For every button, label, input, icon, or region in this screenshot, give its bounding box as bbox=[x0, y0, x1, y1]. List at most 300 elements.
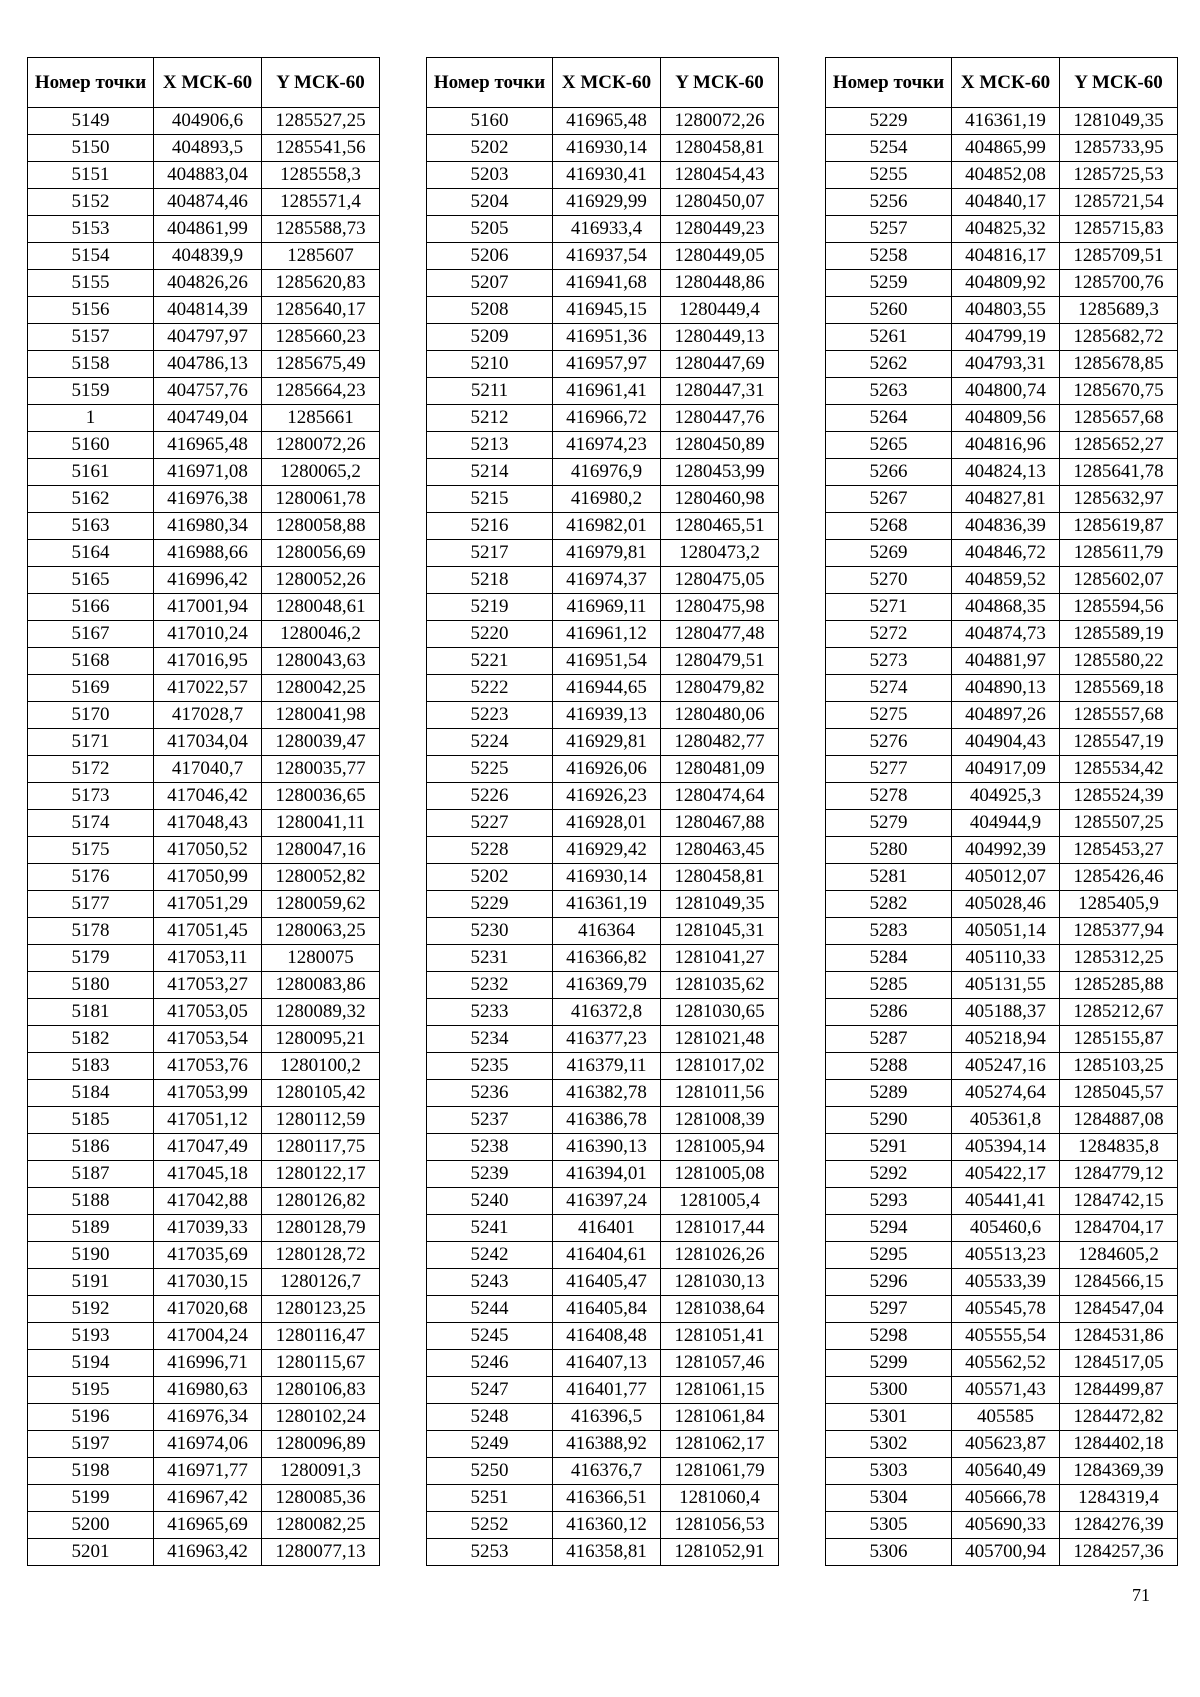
x-coordinate-cell: 404816,17 bbox=[952, 243, 1060, 270]
y-coordinate-cell: 1284742,15 bbox=[1060, 1188, 1178, 1215]
table-row bbox=[28, 216, 380, 243]
x-coordinate-cell: 405188,37 bbox=[952, 999, 1060, 1026]
x-coordinate-cell: 416386,78 bbox=[553, 1107, 661, 1134]
x-coordinate-cell: 417051,12 bbox=[154, 1107, 262, 1134]
point-number-cell: 5263 bbox=[826, 378, 952, 405]
table-row bbox=[28, 1107, 380, 1134]
x-coordinate-cell: 404852,08 bbox=[952, 162, 1060, 189]
x-coordinate-cell: 404786,13 bbox=[154, 351, 262, 378]
x-coordinate-cell: 405110,33 bbox=[952, 945, 1060, 972]
table-row bbox=[826, 135, 1178, 162]
y-coordinate-cell: 1285709,51 bbox=[1060, 243, 1178, 270]
point-number-cell: 5199 bbox=[28, 1485, 154, 1512]
table-row bbox=[826, 945, 1178, 972]
y-coordinate-cell: 1284276,39 bbox=[1060, 1512, 1178, 1539]
x-coordinate-cell: 417001,94 bbox=[154, 594, 262, 621]
y-coordinate-cell: 1284779,12 bbox=[1060, 1161, 1178, 1188]
point-number-cell: 5167 bbox=[28, 621, 154, 648]
y-coordinate-cell: 1280115,67 bbox=[262, 1350, 380, 1377]
coordinate-table-3 bbox=[825, 57, 1178, 1566]
y-coordinate-cell: 1285405,9 bbox=[1060, 891, 1178, 918]
point-number-cell: 5159 bbox=[28, 378, 154, 405]
point-number-cell: 5295 bbox=[826, 1242, 952, 1269]
y-coordinate-cell: 1285588,73 bbox=[262, 216, 380, 243]
table-row bbox=[427, 837, 779, 864]
point-number-cell: 5151 bbox=[28, 162, 154, 189]
x-coordinate-cell: 416928,01 bbox=[553, 810, 661, 837]
point-number-cell: 5255 bbox=[826, 162, 952, 189]
point-number-cell: 5229 bbox=[427, 891, 553, 918]
x-coordinate-cell: 416961,41 bbox=[553, 378, 661, 405]
x-coordinate-cell: 417050,99 bbox=[154, 864, 262, 891]
x-coordinate-cell: 404861,99 bbox=[154, 216, 262, 243]
table-row bbox=[826, 270, 1178, 297]
y-coordinate-cell: 1280047,16 bbox=[262, 837, 380, 864]
y-coordinate-cell: 1285670,75 bbox=[1060, 378, 1178, 405]
point-number-cell: 5227 bbox=[427, 810, 553, 837]
table-row bbox=[427, 1377, 779, 1404]
y-coordinate-cell: 1280052,26 bbox=[262, 567, 380, 594]
table-row bbox=[28, 648, 380, 675]
x-coordinate-cell: 416930,14 bbox=[553, 864, 661, 891]
y-coordinate-cell: 1280450,07 bbox=[661, 189, 779, 216]
point-number-cell: 5245 bbox=[427, 1323, 553, 1350]
point-number-cell: 5237 bbox=[427, 1107, 553, 1134]
y-coordinate-cell: 1285285,88 bbox=[1060, 972, 1178, 999]
x-coordinate-cell: 417016,95 bbox=[154, 648, 262, 675]
y-coordinate-cell: 1280052,82 bbox=[262, 864, 380, 891]
x-coordinate-cell: 416976,38 bbox=[154, 486, 262, 513]
x-coordinate-cell: 416926,23 bbox=[553, 783, 661, 810]
y-coordinate-cell: 1285534,42 bbox=[1060, 756, 1178, 783]
point-number-cell: 5261 bbox=[826, 324, 952, 351]
point-number-cell: 5203 bbox=[427, 162, 553, 189]
y-coordinate-cell: 1284887,08 bbox=[1060, 1107, 1178, 1134]
point-number-cell: 5190 bbox=[28, 1242, 154, 1269]
point-number-cell: 5149 bbox=[28, 108, 154, 135]
x-coordinate-cell: 416980,63 bbox=[154, 1377, 262, 1404]
x-coordinate-cell: 405028,46 bbox=[952, 891, 1060, 918]
table-row bbox=[826, 648, 1178, 675]
table-row bbox=[826, 1350, 1178, 1377]
table-row bbox=[826, 540, 1178, 567]
table-row bbox=[427, 1512, 779, 1539]
table-row bbox=[427, 999, 779, 1026]
x-coordinate-cell: 404825,32 bbox=[952, 216, 1060, 243]
point-number-cell: 5200 bbox=[28, 1512, 154, 1539]
table-row bbox=[28, 1431, 380, 1458]
table-row bbox=[427, 243, 779, 270]
y-coordinate-cell: 1280479,82 bbox=[661, 675, 779, 702]
point-number-cell: 5193 bbox=[28, 1323, 154, 1350]
y-coordinate-cell: 1280105,42 bbox=[262, 1080, 380, 1107]
x-coordinate-cell: 405361,8 bbox=[952, 1107, 1060, 1134]
table-row bbox=[826, 702, 1178, 729]
table-row bbox=[427, 702, 779, 729]
y-coordinate-cell: 1285640,17 bbox=[262, 297, 380, 324]
x-coordinate-cell: 417035,69 bbox=[154, 1242, 262, 1269]
header-point-number: Номер точки bbox=[826, 58, 952, 108]
y-coordinate-cell: 1280058,88 bbox=[262, 513, 380, 540]
x-coordinate-cell: 404906,6 bbox=[154, 108, 262, 135]
table-row bbox=[427, 729, 779, 756]
point-number-cell: 5155 bbox=[28, 270, 154, 297]
table-row bbox=[28, 459, 380, 486]
x-coordinate-cell: 405131,55 bbox=[952, 972, 1060, 999]
point-number-cell: 5218 bbox=[427, 567, 553, 594]
point-number-cell: 5185 bbox=[28, 1107, 154, 1134]
table-row bbox=[28, 1539, 380, 1566]
y-coordinate-cell: 1281026,26 bbox=[661, 1242, 779, 1269]
point-number-cell: 5281 bbox=[826, 864, 952, 891]
x-coordinate-cell: 416396,5 bbox=[553, 1404, 661, 1431]
point-number-cell: 5228 bbox=[427, 837, 553, 864]
point-number-cell: 5214 bbox=[427, 459, 553, 486]
point-number-cell: 5279 bbox=[826, 810, 952, 837]
point-number-cell: 5296 bbox=[826, 1269, 952, 1296]
table-row bbox=[427, 1431, 779, 1458]
y-coordinate-cell: 1280447,69 bbox=[661, 351, 779, 378]
table-row bbox=[826, 675, 1178, 702]
x-coordinate-cell: 404890,13 bbox=[952, 675, 1060, 702]
y-coordinate-cell: 1280082,25 bbox=[262, 1512, 380, 1539]
point-number-cell: 5276 bbox=[826, 729, 952, 756]
x-coordinate-cell: 416397,24 bbox=[553, 1188, 661, 1215]
y-coordinate-cell: 1284566,15 bbox=[1060, 1269, 1178, 1296]
y-coordinate-cell: 1280481,09 bbox=[661, 756, 779, 783]
table-row bbox=[28, 486, 380, 513]
x-coordinate-cell: 416930,14 bbox=[553, 135, 661, 162]
table-row bbox=[28, 108, 380, 135]
point-number-cell: 5207 bbox=[427, 270, 553, 297]
y-coordinate-cell: 1281041,27 bbox=[661, 945, 779, 972]
table-row bbox=[427, 945, 779, 972]
table-row bbox=[28, 324, 380, 351]
table-row bbox=[826, 1323, 1178, 1350]
x-coordinate-cell: 404883,04 bbox=[154, 162, 262, 189]
x-coordinate-cell: 416971,08 bbox=[154, 459, 262, 486]
point-number-cell: 5274 bbox=[826, 675, 952, 702]
point-number-cell: 5160 bbox=[28, 432, 154, 459]
x-coordinate-cell: 416980,2 bbox=[553, 486, 661, 513]
header-x-coordinate: X МСК-60 bbox=[553, 58, 661, 108]
y-coordinate-cell: 1280112,59 bbox=[262, 1107, 380, 1134]
x-coordinate-cell: 404874,73 bbox=[952, 621, 1060, 648]
point-number-cell: 5301 bbox=[826, 1404, 952, 1431]
point-number-cell: 5179 bbox=[28, 945, 154, 972]
table-row bbox=[28, 1377, 380, 1404]
x-coordinate-cell: 416401,77 bbox=[553, 1377, 661, 1404]
table-row bbox=[826, 216, 1178, 243]
x-coordinate-cell: 404757,76 bbox=[154, 378, 262, 405]
table-row bbox=[427, 162, 779, 189]
x-coordinate-cell: 416376,7 bbox=[553, 1458, 661, 1485]
y-coordinate-cell: 1285660,23 bbox=[262, 324, 380, 351]
y-coordinate-cell: 1280095,21 bbox=[262, 1026, 380, 1053]
x-coordinate-cell: 416377,23 bbox=[553, 1026, 661, 1053]
x-coordinate-cell: 416929,99 bbox=[553, 189, 661, 216]
table-row bbox=[427, 378, 779, 405]
point-number-cell: 1 bbox=[28, 405, 154, 432]
point-number-cell: 5202 bbox=[427, 135, 553, 162]
x-coordinate-cell: 405441,41 bbox=[952, 1188, 1060, 1215]
x-coordinate-cell: 404840,17 bbox=[952, 189, 1060, 216]
x-coordinate-cell: 417045,18 bbox=[154, 1161, 262, 1188]
y-coordinate-cell: 1280482,77 bbox=[661, 729, 779, 756]
y-coordinate-cell: 1285312,25 bbox=[1060, 945, 1178, 972]
y-coordinate-cell: 1285558,3 bbox=[262, 162, 380, 189]
y-coordinate-cell: 1285675,49 bbox=[262, 351, 380, 378]
x-coordinate-cell: 416976,34 bbox=[154, 1404, 262, 1431]
header-point-number: Номер точки bbox=[28, 58, 154, 108]
x-coordinate-cell: 405623,87 bbox=[952, 1431, 1060, 1458]
table-row bbox=[826, 1080, 1178, 1107]
point-number-cell: 5292 bbox=[826, 1161, 952, 1188]
point-number-cell: 5223 bbox=[427, 702, 553, 729]
y-coordinate-cell: 1285619,87 bbox=[1060, 513, 1178, 540]
x-coordinate-cell: 417053,54 bbox=[154, 1026, 262, 1053]
x-coordinate-cell: 416366,82 bbox=[553, 945, 661, 972]
table-row bbox=[826, 1134, 1178, 1161]
table-row bbox=[826, 567, 1178, 594]
point-number-cell: 5303 bbox=[826, 1458, 952, 1485]
x-coordinate-cell: 416957,97 bbox=[553, 351, 661, 378]
y-coordinate-cell: 1285524,39 bbox=[1060, 783, 1178, 810]
y-coordinate-cell: 1285689,3 bbox=[1060, 297, 1178, 324]
y-coordinate-cell: 1280041,11 bbox=[262, 810, 380, 837]
table-row bbox=[28, 243, 380, 270]
y-coordinate-cell: 1281017,02 bbox=[661, 1053, 779, 1080]
table-row bbox=[427, 1134, 779, 1161]
y-coordinate-cell: 1285715,83 bbox=[1060, 216, 1178, 243]
table-row bbox=[826, 756, 1178, 783]
x-coordinate-cell: 404925,3 bbox=[952, 783, 1060, 810]
x-coordinate-cell: 416967,42 bbox=[154, 1485, 262, 1512]
point-number-cell: 5171 bbox=[28, 729, 154, 756]
header-y-coordinate: Y МСК-60 bbox=[1060, 58, 1178, 108]
x-coordinate-cell: 417053,11 bbox=[154, 945, 262, 972]
x-coordinate-cell: 416405,47 bbox=[553, 1269, 661, 1296]
point-number-cell: 5299 bbox=[826, 1350, 952, 1377]
point-number-cell: 5181 bbox=[28, 999, 154, 1026]
x-coordinate-cell: 404917,09 bbox=[952, 756, 1060, 783]
point-number-cell: 5264 bbox=[826, 405, 952, 432]
y-coordinate-cell: 1281021,48 bbox=[661, 1026, 779, 1053]
x-coordinate-cell: 416366,51 bbox=[553, 1485, 661, 1512]
y-coordinate-cell: 1280072,26 bbox=[262, 432, 380, 459]
y-coordinate-cell: 1280059,62 bbox=[262, 891, 380, 918]
point-number-cell: 5168 bbox=[28, 648, 154, 675]
table-row bbox=[427, 1080, 779, 1107]
table-row bbox=[826, 1431, 1178, 1458]
y-coordinate-cell: 1281062,17 bbox=[661, 1431, 779, 1458]
table-row bbox=[826, 1107, 1178, 1134]
point-number-cell: 5288 bbox=[826, 1053, 952, 1080]
table-row bbox=[28, 1458, 380, 1485]
y-coordinate-cell: 1280100,2 bbox=[262, 1053, 380, 1080]
x-coordinate-cell: 417039,33 bbox=[154, 1215, 262, 1242]
y-coordinate-cell: 1284369,39 bbox=[1060, 1458, 1178, 1485]
point-number-cell: 5221 bbox=[427, 648, 553, 675]
table-row bbox=[826, 324, 1178, 351]
point-number-cell: 5196 bbox=[28, 1404, 154, 1431]
y-coordinate-cell: 1285652,27 bbox=[1060, 432, 1178, 459]
header-x-coordinate: X МСК-60 bbox=[154, 58, 262, 108]
x-coordinate-cell: 417048,43 bbox=[154, 810, 262, 837]
table-row bbox=[28, 297, 380, 324]
table-row bbox=[28, 810, 380, 837]
point-number-cell: 5249 bbox=[427, 1431, 553, 1458]
table-row bbox=[427, 1458, 779, 1485]
coordinate-table-1 bbox=[27, 57, 380, 1566]
y-coordinate-cell: 1285661 bbox=[262, 405, 380, 432]
y-coordinate-cell: 1281061,15 bbox=[661, 1377, 779, 1404]
table-row bbox=[427, 297, 779, 324]
x-coordinate-cell: 417028,7 bbox=[154, 702, 262, 729]
x-coordinate-cell: 417053,27 bbox=[154, 972, 262, 999]
table-row bbox=[28, 1053, 380, 1080]
table-row bbox=[28, 621, 380, 648]
x-coordinate-cell: 405247,16 bbox=[952, 1053, 1060, 1080]
point-number-cell: 5275 bbox=[826, 702, 952, 729]
y-coordinate-cell: 1280450,89 bbox=[661, 432, 779, 459]
table-row bbox=[826, 1242, 1178, 1269]
x-coordinate-cell: 416930,41 bbox=[553, 162, 661, 189]
y-coordinate-cell: 1280046,2 bbox=[262, 621, 380, 648]
x-coordinate-cell: 416404,61 bbox=[553, 1242, 661, 1269]
x-coordinate-cell: 416382,78 bbox=[553, 1080, 661, 1107]
table-row bbox=[427, 486, 779, 513]
y-coordinate-cell: 1285571,4 bbox=[262, 189, 380, 216]
table-row bbox=[826, 999, 1178, 1026]
x-coordinate-cell: 404893,5 bbox=[154, 135, 262, 162]
table-row bbox=[427, 1269, 779, 1296]
y-coordinate-cell: 1280063,25 bbox=[262, 918, 380, 945]
point-number-cell: 5177 bbox=[28, 891, 154, 918]
x-coordinate-cell: 416405,84 bbox=[553, 1296, 661, 1323]
point-number-cell: 5158 bbox=[28, 351, 154, 378]
y-coordinate-cell: 1285557,68 bbox=[1060, 702, 1178, 729]
x-coordinate-cell: 417047,49 bbox=[154, 1134, 262, 1161]
header-x-coordinate: X МСК-60 bbox=[952, 58, 1060, 108]
point-number-cell: 5285 bbox=[826, 972, 952, 999]
x-coordinate-cell: 417053,76 bbox=[154, 1053, 262, 1080]
table-row bbox=[427, 513, 779, 540]
y-coordinate-cell: 1281060,4 bbox=[661, 1485, 779, 1512]
x-coordinate-cell: 404881,97 bbox=[952, 648, 1060, 675]
x-coordinate-cell: 417050,52 bbox=[154, 837, 262, 864]
y-coordinate-cell: 1285733,95 bbox=[1060, 135, 1178, 162]
x-coordinate-cell: 416974,06 bbox=[154, 1431, 262, 1458]
x-coordinate-cell: 416408,48 bbox=[553, 1323, 661, 1350]
y-coordinate-cell: 1281049,35 bbox=[661, 891, 779, 918]
point-number-cell: 5211 bbox=[427, 378, 553, 405]
table-row bbox=[28, 1296, 380, 1323]
point-number-cell: 5212 bbox=[427, 405, 553, 432]
point-number-cell: 5289 bbox=[826, 1080, 952, 1107]
x-coordinate-cell: 416963,42 bbox=[154, 1539, 262, 1566]
x-coordinate-cell: 417022,57 bbox=[154, 675, 262, 702]
point-number-cell: 5258 bbox=[826, 243, 952, 270]
y-coordinate-cell: 1285657,68 bbox=[1060, 405, 1178, 432]
x-coordinate-cell: 416965,48 bbox=[154, 432, 262, 459]
y-coordinate-cell: 1280096,89 bbox=[262, 1431, 380, 1458]
x-coordinate-cell: 405394,14 bbox=[952, 1134, 1060, 1161]
point-number-cell: 5152 bbox=[28, 189, 154, 216]
table-row bbox=[826, 972, 1178, 999]
header-point-number: Номер точки bbox=[427, 58, 553, 108]
table-body bbox=[28, 108, 380, 1566]
point-number-cell: 5278 bbox=[826, 783, 952, 810]
x-coordinate-cell: 416388,92 bbox=[553, 1431, 661, 1458]
y-coordinate-cell: 1280475,98 bbox=[661, 594, 779, 621]
y-coordinate-cell: 1284704,17 bbox=[1060, 1215, 1178, 1242]
table-row bbox=[28, 1269, 380, 1296]
y-coordinate-cell: 1280449,05 bbox=[661, 243, 779, 270]
point-number-cell: 5262 bbox=[826, 351, 952, 378]
x-coordinate-cell: 404827,81 bbox=[952, 486, 1060, 513]
y-coordinate-cell: 1280479,51 bbox=[661, 648, 779, 675]
point-number-cell: 5205 bbox=[427, 216, 553, 243]
x-coordinate-cell: 416965,48 bbox=[553, 108, 661, 135]
page-number: 71 bbox=[1132, 1585, 1150, 1605]
point-number-cell: 5222 bbox=[427, 675, 553, 702]
x-coordinate-cell: 416929,81 bbox=[553, 729, 661, 756]
point-number-cell: 5210 bbox=[427, 351, 553, 378]
point-number-cell: 5230 bbox=[427, 918, 553, 945]
x-coordinate-cell: 417051,45 bbox=[154, 918, 262, 945]
point-number-cell: 5225 bbox=[427, 756, 553, 783]
table-row bbox=[28, 783, 380, 810]
point-number-cell: 5244 bbox=[427, 1296, 553, 1323]
y-coordinate-cell: 1280128,79 bbox=[262, 1215, 380, 1242]
x-coordinate-cell: 404904,43 bbox=[952, 729, 1060, 756]
point-number-cell: 5166 bbox=[28, 594, 154, 621]
point-number-cell: 5232 bbox=[427, 972, 553, 999]
x-coordinate-cell: 416996,42 bbox=[154, 567, 262, 594]
y-coordinate-cell: 1285045,57 bbox=[1060, 1080, 1178, 1107]
y-coordinate-cell: 1280089,32 bbox=[262, 999, 380, 1026]
table-row bbox=[427, 540, 779, 567]
table-row bbox=[427, 864, 779, 891]
x-coordinate-cell: 404897,26 bbox=[952, 702, 1060, 729]
point-number-cell: 5189 bbox=[28, 1215, 154, 1242]
table-row bbox=[826, 297, 1178, 324]
y-coordinate-cell: 1280085,36 bbox=[262, 1485, 380, 1512]
y-coordinate-cell: 1281008,39 bbox=[661, 1107, 779, 1134]
table-row bbox=[427, 621, 779, 648]
x-coordinate-cell: 404839,9 bbox=[154, 243, 262, 270]
table-row bbox=[28, 1215, 380, 1242]
table-row bbox=[28, 972, 380, 999]
x-coordinate-cell: 416407,13 bbox=[553, 1350, 661, 1377]
y-coordinate-cell: 1285547,19 bbox=[1060, 729, 1178, 756]
x-coordinate-cell: 405513,23 bbox=[952, 1242, 1060, 1269]
point-number-cell: 5272 bbox=[826, 621, 952, 648]
y-coordinate-cell: 1285602,07 bbox=[1060, 567, 1178, 594]
y-coordinate-cell: 1280083,86 bbox=[262, 972, 380, 999]
table-row bbox=[826, 1404, 1178, 1431]
y-coordinate-cell: 1280453,99 bbox=[661, 459, 779, 486]
y-coordinate-cell: 1280043,63 bbox=[262, 648, 380, 675]
y-coordinate-cell: 1285103,25 bbox=[1060, 1053, 1178, 1080]
point-number-cell: 5198 bbox=[28, 1458, 154, 1485]
y-coordinate-cell: 1280041,98 bbox=[262, 702, 380, 729]
point-number-cell: 5164 bbox=[28, 540, 154, 567]
y-coordinate-cell: 1280447,31 bbox=[661, 378, 779, 405]
x-coordinate-cell: 416961,12 bbox=[553, 621, 661, 648]
x-coordinate-cell: 404874,46 bbox=[154, 189, 262, 216]
